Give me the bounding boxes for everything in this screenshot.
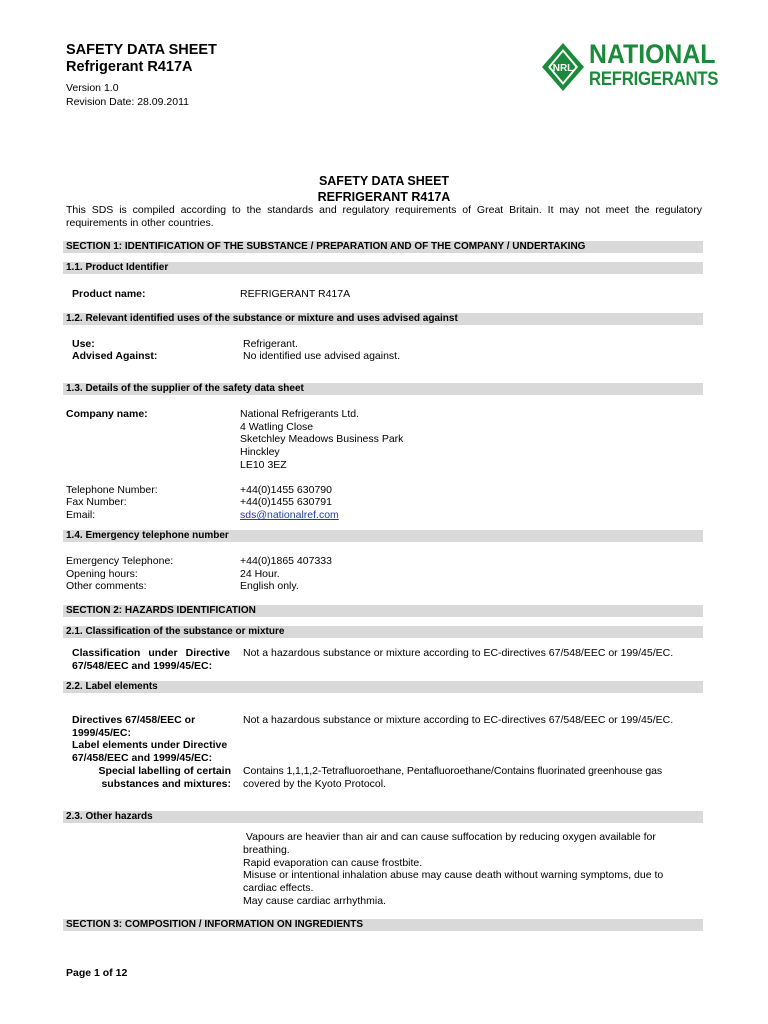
subsection-1-4-heading: 1.4. Emergency telephone number [63, 530, 703, 542]
doc-title-line1: SAFETY DATA SHEET [318, 174, 450, 188]
section3-heading: SECTION 3: COMPOSITION / INFORMATION ON INGREDIENTS [63, 919, 703, 931]
other-hazard-line: Rapid evaporation can cause frostbite. [243, 857, 423, 869]
email-link[interactable]: sds@nationalref.com [240, 509, 339, 521]
logo-wordmark [589, 40, 739, 89]
use-label: Use: [72, 338, 95, 350]
header-title-line1: SAFETY DATA SHEET [66, 42, 217, 58]
telephone-label: Telephone Number: [66, 484, 158, 496]
subsection-2-3-heading: 2.3. Other hazards [63, 811, 703, 823]
other-comments-value: English only. [240, 580, 299, 592]
fax-value: +44(0)1455 630791 [240, 496, 332, 508]
use-value: Refrigerant. [243, 338, 298, 350]
telephone-value: +44(0)1455 630790 [240, 484, 332, 496]
directives-label-line1: Directives 67/458/EEC or [72, 714, 196, 726]
other-hazard-line: May cause cardiac arrhythmia. [243, 895, 386, 907]
subsection-2-1-heading: 2.1. Classification of the substance or mixture [63, 626, 703, 638]
logo-badge-text: NRL [552, 63, 574, 74]
subsection-1-1-heading: 1.1. Product Identifier [63, 262, 703, 274]
advised-against-value: No identified use advised against. [243, 350, 401, 362]
company-address-line: Hinckley [240, 446, 280, 458]
emergency-telephone-value: +44(0)1865 407333 [240, 555, 332, 567]
product-name-value: REFRIGERANT R417A [240, 288, 351, 300]
special-labelling-label-line1: Special labelling of certain [98, 765, 231, 777]
company-address-line: LE10 3EZ [240, 459, 287, 471]
other-comments-label: Other comments: [66, 580, 147, 592]
directives-label-line4: 67/458/EEC and 1999/45/EC: [72, 752, 213, 764]
directives-value: Not a hazardous substance or mixture according to EC-directives 67/548/EEC or 199/45/EC. [243, 714, 674, 726]
classification-label-line2: 67/548/EEC and 1999/45/EC: [72, 660, 213, 672]
email-label: Email: [66, 509, 96, 521]
classification-label-line1: Classification under Directive [72, 647, 230, 659]
revision-date-text: Revision Date: 28.09.2011 [66, 96, 189, 108]
directives-label-line3: Label elements under Directive [72, 739, 228, 751]
company-address-line: National Refrigerants Ltd. [240, 408, 360, 420]
header-title-line2: Refrigerant R417A [66, 59, 193, 75]
special-labelling-label-line2: substances and mixtures: [101, 778, 231, 790]
opening-hours-label: Opening hours: [66, 568, 138, 580]
opening-hours-value: 24 Hour. [240, 568, 280, 580]
advised-against-label: Advised Against: [72, 350, 158, 362]
section1-heading: SECTION 1: IDENTIFICATION OF THE SUBSTANCE / PREPARATION AND OF THE COMPANY / UNDERTAKING [63, 241, 703, 253]
fax-label: Fax Number: [66, 496, 127, 508]
directives-label-line2: 1999/45/EC: [72, 727, 131, 739]
logo-line2: REFRIGERANTS [589, 68, 719, 90]
company-name-label: Company name: [66, 408, 148, 420]
doc-title-line2: REFRIGERANT R417A [317, 190, 451, 204]
other-hazard-line: breathing. [243, 844, 290, 856]
other-hazard-line: Misuse or intentional inhalation abuse may cause death without warning symptoms, due to [243, 869, 664, 881]
company-address-line: 4 Watling Close [240, 421, 314, 433]
page-number: Page 1 of 12 [66, 967, 128, 979]
header-meta [66, 81, 189, 109]
other-hazard-line: Vapours are heavier than air and can cause suffocation by reducing oxygen available for [243, 831, 656, 843]
logo-line1: NATIONAL [589, 39, 716, 69]
subsection-2-2-heading: 2.2. Label elements [63, 681, 703, 693]
classification-value: Not a hazardous substance or mixture according to EC-directives 67/548/EEC or 199/45/EC. [243, 647, 674, 659]
company-logo [539, 39, 719, 94]
company-address-line: Sketchley Meadows Business Park [240, 433, 404, 445]
subsection-1-2-heading: 1.2. Relevant identified uses of the substance or mixture and uses advised against [63, 313, 703, 325]
version-text: Version 1.0 [66, 82, 119, 94]
product-name-label: Product name: [72, 288, 146, 300]
emergency-telephone-label: Emergency Telephone: [66, 555, 174, 567]
section2-heading: SECTION 2: HAZARDS IDENTIFICATION [63, 605, 703, 617]
nrl-diamond-icon [539, 40, 587, 94]
header-title [66, 42, 217, 76]
intro-paragraph: This SDS is compiled according to the standards and regulatory requirements of Great Britain. It may not meet the regulatory requirements in other countries. [66, 204, 702, 229]
other-hazard-line: cardiac effects. [243, 882, 314, 894]
subsection-1-3-heading: 1.3. Details of the supplier of the safety data sheet [63, 383, 703, 395]
special-labelling-value-line1: Contains 1,1,1,2-Tetrafluoroethane, Pentafluoroethane/Contains fluorinated greenhouse gas [243, 765, 662, 777]
special-labelling-value-line2: covered by the Kyoto Protocol. [243, 778, 386, 790]
